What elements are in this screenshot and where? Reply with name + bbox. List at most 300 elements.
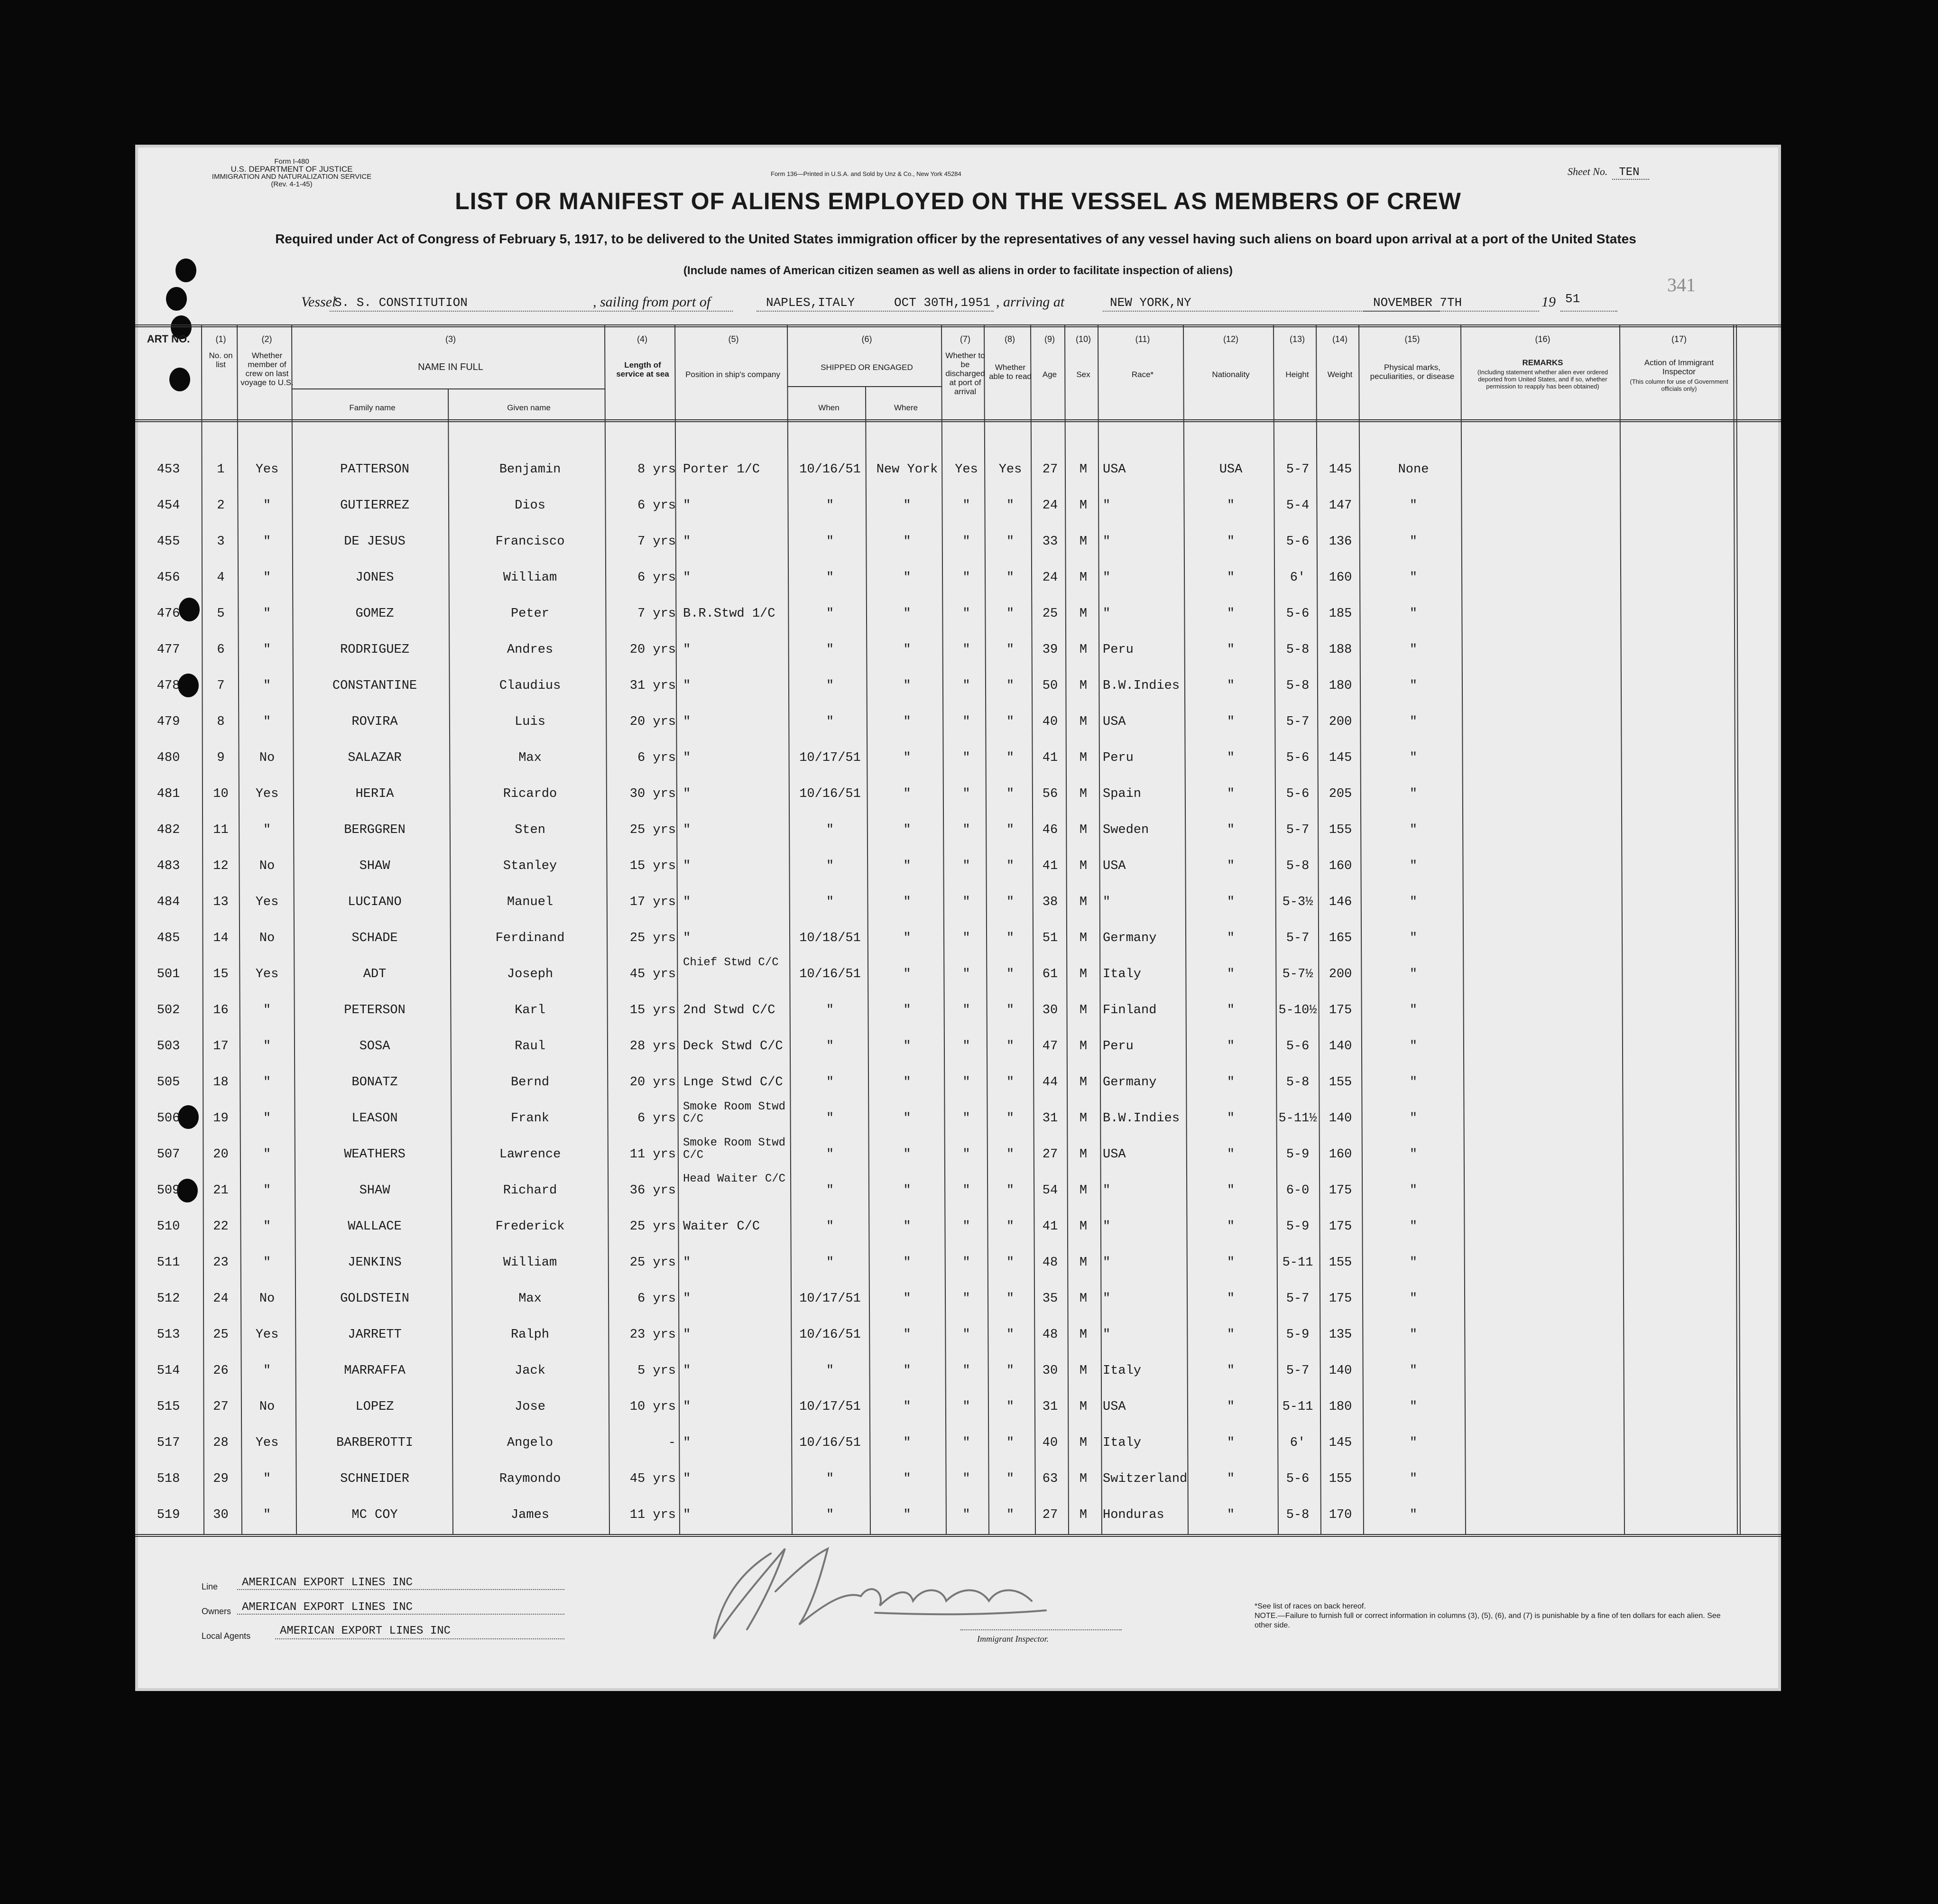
- row-shipped-when: ": [826, 715, 834, 729]
- row-shipped-when: ": [826, 823, 834, 837]
- row-able-to-read: ": [1006, 931, 1015, 945]
- row-weight: 160: [1329, 859, 1352, 873]
- row-no-on-list: 25: [213, 1328, 229, 1342]
- row-able-to-read: ": [1006, 571, 1015, 585]
- inspector-signature: [704, 1534, 1060, 1644]
- header-family-name: Family name: [349, 403, 396, 412]
- row-discharged: ": [962, 967, 970, 981]
- row-race: ": [1103, 607, 1111, 621]
- row-able-to-read: ": [1006, 1328, 1015, 1342]
- row-given-name: Jack: [515, 1364, 545, 1378]
- row-nationality: ": [1227, 1147, 1235, 1162]
- row-race: ": [1103, 895, 1111, 909]
- row-length-of-service: 25 yrs: [629, 1256, 676, 1270]
- port-underline: [757, 311, 994, 312]
- row-shipped-when: ": [826, 679, 834, 693]
- row-race: Germany: [1103, 931, 1157, 945]
- row-weight: 145: [1329, 462, 1352, 477]
- row-able-to-read: ": [1006, 787, 1015, 801]
- printer-line: Form 136—Printed in U.S.A. and Sold by Unz & Co., New York 45284: [771, 170, 961, 177]
- row-prev-voyage: ": [263, 571, 271, 585]
- header-name-in-full: NAME IN FULL: [418, 362, 483, 372]
- row-given-name: Angelo: [507, 1436, 554, 1450]
- row-sex: M: [1079, 535, 1088, 549]
- row-physical-marks: ": [1409, 787, 1418, 801]
- row-position: Waiter C/C: [683, 1220, 760, 1234]
- row-race: ": [1103, 535, 1111, 549]
- row-race: ": [1103, 1256, 1111, 1270]
- row-art-no: 503: [157, 1039, 180, 1054]
- row-physical-marks: ": [1409, 751, 1418, 765]
- row-shipped-where: ": [903, 895, 911, 909]
- row-age: 39: [1042, 643, 1058, 657]
- row-sex: M: [1079, 823, 1088, 837]
- row-family-name: BERGGREN: [344, 823, 406, 837]
- row-weight: 140: [1329, 1111, 1352, 1126]
- penalty-note: NOTE.—Failure to furnish full or correct information in columns (3), (5), (6), and (7) is punishable by a fine of ten dollars for each alien. See other side.: [1255, 1612, 1721, 1629]
- header-art-no: ART NO.: [147, 333, 190, 345]
- header-when: When: [818, 403, 840, 412]
- row-age: 27: [1042, 462, 1058, 477]
- owners-label: Owners: [202, 1607, 231, 1616]
- row-sex: M: [1079, 643, 1088, 657]
- row-weight: 188: [1329, 643, 1352, 657]
- row-art-no: 481: [157, 787, 180, 801]
- row-race: USA: [1103, 859, 1126, 873]
- row-position: ": [683, 895, 691, 909]
- row-nationality: ": [1227, 1075, 1235, 1090]
- header-nationality: Nationality: [1212, 370, 1250, 379]
- row-weight: 160: [1329, 1147, 1352, 1162]
- row-age: 44: [1042, 1075, 1058, 1090]
- row-age: 41: [1042, 859, 1058, 873]
- row-sex: M: [1079, 499, 1088, 513]
- line-label: Line: [202, 1582, 218, 1591]
- row-given-name: Manuel: [507, 895, 554, 909]
- row-physical-marks: ": [1409, 1220, 1418, 1234]
- row-no-on-list: 2: [217, 499, 225, 513]
- row-art-no: 517: [157, 1436, 180, 1450]
- row-weight: 145: [1329, 751, 1352, 765]
- row-family-name: GOLDSTEIN: [340, 1292, 409, 1306]
- row-family-name: WALLACE: [348, 1220, 402, 1234]
- header-position: Position in ship's company: [685, 370, 780, 379]
- row-shipped-when: 10/16/51: [799, 787, 861, 801]
- row-prev-voyage: ": [263, 715, 271, 729]
- row-position: ": [683, 787, 691, 801]
- row-height: 5-6: [1286, 751, 1310, 765]
- row-age: 31: [1042, 1111, 1058, 1126]
- row-discharged: ": [962, 1183, 970, 1198]
- row-length-of-service: 6 yrs: [637, 1111, 676, 1126]
- row-height: 5-11½: [1278, 1111, 1317, 1126]
- sheet-label: Sheet No.: [1568, 166, 1608, 177]
- row-prev-voyage: No: [259, 859, 275, 873]
- row-art-no: 510: [157, 1220, 180, 1234]
- vessel-underline: [330, 311, 733, 312]
- row-weight: 145: [1329, 1436, 1352, 1450]
- row-position: ": [683, 1364, 691, 1378]
- row-no-on-list: 27: [213, 1400, 229, 1414]
- row-shipped-when: ": [826, 1364, 834, 1378]
- row-discharged: Yes: [955, 462, 978, 477]
- arrival-port-value: NEW YORK,NY: [1110, 296, 1191, 310]
- header-c11-num: (11): [1135, 334, 1150, 344]
- row-shipped-where: ": [903, 535, 911, 549]
- row-prev-voyage: Yes: [255, 462, 279, 477]
- row-physical-marks: ": [1409, 535, 1418, 549]
- row-position: Smoke Room Stwd C/C: [683, 1100, 786, 1126]
- row-family-name: BARBEROTTI: [336, 1436, 414, 1450]
- row-race: Peru: [1103, 643, 1134, 657]
- row-no-on-list: 9: [217, 751, 225, 765]
- row-physical-marks: ": [1409, 1508, 1418, 1522]
- row-race: ": [1103, 1328, 1111, 1342]
- row-shipped-where: ": [903, 967, 911, 981]
- row-art-no: 476: [157, 607, 180, 621]
- row-sex: M: [1079, 1400, 1088, 1414]
- row-able-to-read: ": [1006, 823, 1015, 837]
- department-name: U.S. DEPARTMENT OF JUSTICE: [231, 165, 353, 174]
- row-physical-marks: ": [1409, 931, 1418, 945]
- header-member-last-voyage: Whether member of crew on last voyage to U.S.: [240, 351, 294, 387]
- row-family-name: SALAZAR: [348, 751, 402, 765]
- row-able-to-read: ": [1006, 1003, 1015, 1017]
- row-art-no: 502: [157, 1003, 180, 1017]
- row-position: ": [683, 499, 691, 513]
- row-discharged: ": [962, 823, 970, 837]
- header-remarks: REMARKS: [1522, 358, 1563, 367]
- line-value: AMERICAN EXPORT LINES INC: [242, 1576, 413, 1589]
- row-race: B.W.Indies: [1103, 1111, 1180, 1126]
- row-position: ": [683, 571, 691, 585]
- row-physical-marks: ": [1409, 1039, 1418, 1054]
- row-given-name: Peter: [510, 607, 549, 621]
- revision-date: (Rev. 4-1-45): [271, 180, 313, 188]
- row-shipped-where: ": [903, 1075, 911, 1090]
- row-shipped-when: ": [826, 1075, 834, 1090]
- row-height: 5-7½: [1282, 967, 1313, 981]
- row-discharged: ": [962, 499, 970, 513]
- row-nationality: ": [1227, 1364, 1235, 1378]
- row-sex: M: [1079, 751, 1088, 765]
- row-height: 5-11: [1282, 1400, 1313, 1414]
- row-prev-voyage: ": [263, 499, 271, 513]
- row-race: ": [1103, 499, 1111, 513]
- vessel-label: Vessel: [301, 294, 336, 310]
- row-given-name: Sten: [515, 823, 545, 837]
- row-height: 6-0: [1286, 1183, 1310, 1198]
- row-shipped-when: ": [826, 1183, 834, 1198]
- row-weight: 200: [1329, 967, 1352, 981]
- row-discharged: ": [962, 751, 970, 765]
- row-art-no: 518: [157, 1472, 180, 1486]
- row-no-on-list: 28: [213, 1436, 229, 1450]
- row-race: Italy: [1103, 1364, 1142, 1378]
- row-given-name: Frank: [510, 1111, 549, 1126]
- row-race: USA: [1103, 715, 1126, 729]
- subtitle: Required under Act of Congress of February 5, 1917, to be delivered to the United States immigration officer by the representatives of any vessel having such aliens on board upon arrival at a port of the United States: [275, 231, 1636, 246]
- row-weight: 155: [1329, 1256, 1352, 1270]
- row-prev-voyage: ": [263, 823, 271, 837]
- row-sex: M: [1079, 1436, 1088, 1450]
- row-given-name: William: [503, 571, 557, 585]
- row-art-no: 477: [157, 643, 180, 657]
- row-shipped-where: New York: [876, 462, 938, 477]
- row-family-name: PETERSON: [344, 1003, 406, 1017]
- row-shipped-where: ": [903, 607, 911, 621]
- row-age: 51: [1042, 931, 1058, 945]
- row-family-name: ADT: [363, 967, 387, 981]
- row-art-no: 519: [157, 1508, 180, 1522]
- row-family-name: ROVIRA: [351, 715, 398, 729]
- row-sex: M: [1079, 1003, 1088, 1017]
- row-shipped-where: ": [903, 1003, 911, 1017]
- row-able-to-read: ": [1006, 1256, 1015, 1270]
- row-nationality: ": [1227, 535, 1235, 549]
- row-shipped-where: ": [903, 931, 911, 945]
- row-prev-voyage: ": [263, 1147, 271, 1162]
- row-discharged: ": [962, 1039, 970, 1054]
- row-race: Finland: [1103, 1003, 1157, 1017]
- row-given-name: Claudius: [499, 679, 561, 693]
- row-race: Peru: [1103, 751, 1134, 765]
- row-able-to-read: ": [1006, 1436, 1015, 1450]
- row-art-no: 509: [157, 1183, 180, 1198]
- row-age: 27: [1042, 1508, 1058, 1522]
- row-position: ": [683, 823, 691, 837]
- row-shipped-when: 10/16/51: [799, 1436, 861, 1450]
- row-no-on-list: 20: [213, 1147, 229, 1162]
- row-nationality: ": [1227, 607, 1235, 621]
- row-physical-marks: ": [1409, 499, 1418, 513]
- row-age: 48: [1042, 1256, 1058, 1270]
- row-discharged: ": [962, 1292, 970, 1306]
- row-discharged: ": [962, 1075, 970, 1090]
- row-physical-marks: ": [1409, 967, 1418, 981]
- row-race: Germany: [1103, 1075, 1157, 1090]
- row-race: USA: [1103, 462, 1126, 477]
- row-weight: 155: [1329, 823, 1352, 837]
- row-family-name: GOMEZ: [355, 607, 394, 621]
- row-prev-voyage: No: [259, 751, 275, 765]
- row-nationality: ": [1227, 1400, 1235, 1414]
- row-length-of-service: 6 yrs: [637, 1292, 676, 1306]
- row-no-on-list: 30: [213, 1508, 229, 1522]
- row-no-on-list: 29: [213, 1472, 229, 1486]
- row-age: 38: [1042, 895, 1058, 909]
- row-age: 25: [1042, 607, 1058, 621]
- row-able-to-read: ": [1006, 499, 1015, 513]
- row-prev-voyage: ": [263, 1508, 271, 1522]
- header-c5-num: (5): [728, 334, 739, 344]
- arriving-label: , arriving at: [996, 294, 1065, 310]
- row-position: 2nd Stwd C/C: [683, 1003, 775, 1017]
- row-physical-marks: ": [1409, 643, 1418, 657]
- row-shipped-when: ": [826, 607, 834, 621]
- row-shipped-when: 10/18/51: [799, 931, 861, 945]
- row-art-no: 482: [157, 823, 180, 837]
- footnote: [1255, 1602, 1729, 1630]
- row-family-name: PATTERSON: [340, 462, 409, 477]
- row-height: 5-7: [1286, 1364, 1310, 1378]
- owners-value: AMERICAN EXPORT LINES INC: [242, 1601, 413, 1614]
- header-where: Where: [894, 403, 918, 412]
- row-height: 5-7: [1286, 931, 1310, 945]
- row-height: 5-6: [1286, 1472, 1310, 1486]
- row-age: 35: [1042, 1292, 1058, 1306]
- row-given-name: Ricardo: [503, 787, 557, 801]
- row-shipped-when: ": [826, 1039, 834, 1054]
- row-height: 5-7: [1286, 1292, 1310, 1306]
- row-prev-voyage: ": [263, 1003, 271, 1017]
- row-family-name: JONES: [355, 571, 394, 585]
- row-position: Lnge Stwd C/C: [683, 1075, 783, 1090]
- row-able-to-read: ": [1006, 1400, 1015, 1414]
- row-length-of-service: 20 yrs: [629, 1075, 676, 1090]
- row-family-name: MARRAFFA: [344, 1364, 406, 1378]
- row-sex: M: [1079, 1292, 1088, 1306]
- row-no-on-list: 23: [213, 1256, 229, 1270]
- row-physical-marks: ": [1409, 859, 1418, 873]
- row-age: 50: [1042, 679, 1058, 693]
- row-age: 41: [1042, 1220, 1058, 1234]
- row-discharged: ": [962, 895, 970, 909]
- row-weight: 175: [1329, 1220, 1352, 1234]
- row-given-name: Luis: [515, 715, 545, 729]
- header-c12-num: (12): [1223, 334, 1238, 344]
- row-height: 5-8: [1286, 1075, 1310, 1090]
- row-length-of-service: 6 yrs: [637, 499, 676, 513]
- row-shipped-when: 10/16/51: [799, 462, 861, 477]
- row-age: 30: [1042, 1003, 1058, 1017]
- row-family-name: CONSTANTINE: [332, 679, 417, 693]
- row-position: ": [683, 1436, 691, 1450]
- row-prev-voyage: ": [263, 679, 271, 693]
- row-shipped-where: ": [903, 751, 911, 765]
- row-age: 24: [1042, 571, 1058, 585]
- row-length-of-service: 11 yrs: [629, 1147, 676, 1162]
- row-nationality: ": [1227, 1508, 1235, 1522]
- row-no-on-list: 12: [213, 859, 229, 873]
- row-sex: M: [1079, 1472, 1088, 1486]
- row-sex: M: [1079, 1256, 1088, 1270]
- row-discharged: ": [962, 643, 970, 657]
- row-position: ": [683, 715, 691, 729]
- row-height: 5-3½: [1282, 895, 1313, 909]
- row-nationality: ": [1227, 679, 1235, 693]
- row-nationality: ": [1227, 571, 1235, 585]
- header-physical-marks: Physical marks, peculiarities, or disease: [1370, 363, 1455, 381]
- row-family-name: RODRIGUEZ: [340, 643, 409, 657]
- row-sex: M: [1079, 931, 1088, 945]
- row-length-of-service: 8 yrs: [637, 462, 676, 477]
- row-no-on-list: 18: [213, 1075, 229, 1090]
- row-able-to-read: ": [1006, 1075, 1015, 1090]
- row-length-of-service: 30 yrs: [629, 787, 676, 801]
- header-age: Age: [1042, 370, 1057, 379]
- row-given-name: William: [503, 1256, 557, 1270]
- row-discharged: ": [962, 1256, 970, 1270]
- row-nationality: ": [1227, 823, 1235, 837]
- row-discharged: ": [962, 679, 970, 693]
- row-sex: M: [1079, 571, 1088, 585]
- row-no-on-list: 15: [213, 967, 229, 981]
- row-weight: 175: [1329, 1183, 1352, 1198]
- row-weight: 205: [1329, 787, 1352, 801]
- row-position: Deck Stwd C/C: [683, 1039, 783, 1054]
- row-height: 5-7: [1286, 715, 1310, 729]
- row-weight: 140: [1329, 1364, 1352, 1378]
- header-c9-num: (9): [1044, 334, 1055, 344]
- row-shipped-where: ": [903, 1292, 911, 1306]
- row-weight: 180: [1329, 1400, 1352, 1414]
- row-position: Head Waiter C/C: [683, 1173, 786, 1185]
- row-prev-voyage: ": [263, 535, 271, 549]
- row-able-to-read: ": [1006, 859, 1015, 873]
- row-race: ": [1103, 1183, 1111, 1198]
- row-length-of-service: 5 yrs: [637, 1364, 676, 1378]
- row-art-no: 479: [157, 715, 180, 729]
- row-able-to-read: ": [1006, 679, 1015, 693]
- row-age: 61: [1042, 967, 1058, 981]
- row-sex: M: [1079, 787, 1088, 801]
- header-shipped-or-engaged: SHIPPED OR ENGAGED: [821, 363, 913, 372]
- row-art-no: 507: [157, 1147, 180, 1162]
- row-able-to-read: ": [1006, 715, 1015, 729]
- row-no-on-list: 21: [213, 1183, 229, 1198]
- row-able-to-read: ": [1006, 1292, 1015, 1306]
- row-art-no: 456: [157, 571, 180, 585]
- row-able-to-read: ": [1006, 1111, 1015, 1126]
- row-length-of-service: 7 yrs: [637, 607, 676, 621]
- row-height: 5-8: [1286, 643, 1310, 657]
- row-family-name: BONATZ: [351, 1075, 398, 1090]
- row-weight: 155: [1329, 1075, 1352, 1090]
- row-given-name: Max: [518, 1292, 542, 1306]
- row-discharged: ": [962, 859, 970, 873]
- row-weight: 146: [1329, 895, 1352, 909]
- row-prev-voyage: ": [263, 1111, 271, 1126]
- row-physical-marks: ": [1409, 1472, 1418, 1486]
- year-prefix: 19: [1541, 294, 1556, 310]
- row-height: 5-10½: [1278, 1003, 1317, 1017]
- row-nationality: ": [1227, 787, 1235, 801]
- row-art-no: 453: [157, 462, 180, 477]
- row-length-of-service: 45 yrs: [629, 967, 676, 981]
- row-shipped-where: ": [903, 499, 911, 513]
- row-no-on-list: 3: [217, 535, 225, 549]
- header-inspector-action: Action of Immigrant Inspector: [1644, 358, 1714, 376]
- header-discharged: Whether to be discharged at port of arrival: [945, 351, 985, 396]
- row-shipped-when: ": [826, 1256, 834, 1270]
- row-family-name: LEASON: [351, 1111, 398, 1126]
- row-shipped-when: ": [826, 895, 834, 909]
- header-sex: Sex: [1076, 370, 1090, 379]
- row-shipped-when: 10/16/51: [799, 1328, 861, 1342]
- row-age: 46: [1042, 823, 1058, 837]
- row-sex: M: [1079, 1328, 1088, 1342]
- row-nationality: ": [1227, 1328, 1235, 1342]
- row-age: 33: [1042, 535, 1058, 549]
- row-given-name: Lawrence: [499, 1147, 561, 1162]
- row-given-name: Ralph: [510, 1328, 549, 1342]
- row-physical-marks: ": [1409, 1075, 1418, 1090]
- row-physical-marks: ": [1409, 895, 1418, 909]
- row-able-to-read: Yes: [998, 462, 1022, 477]
- header-c16-num: (16): [1535, 334, 1550, 344]
- row-physical-marks: ": [1409, 1183, 1418, 1198]
